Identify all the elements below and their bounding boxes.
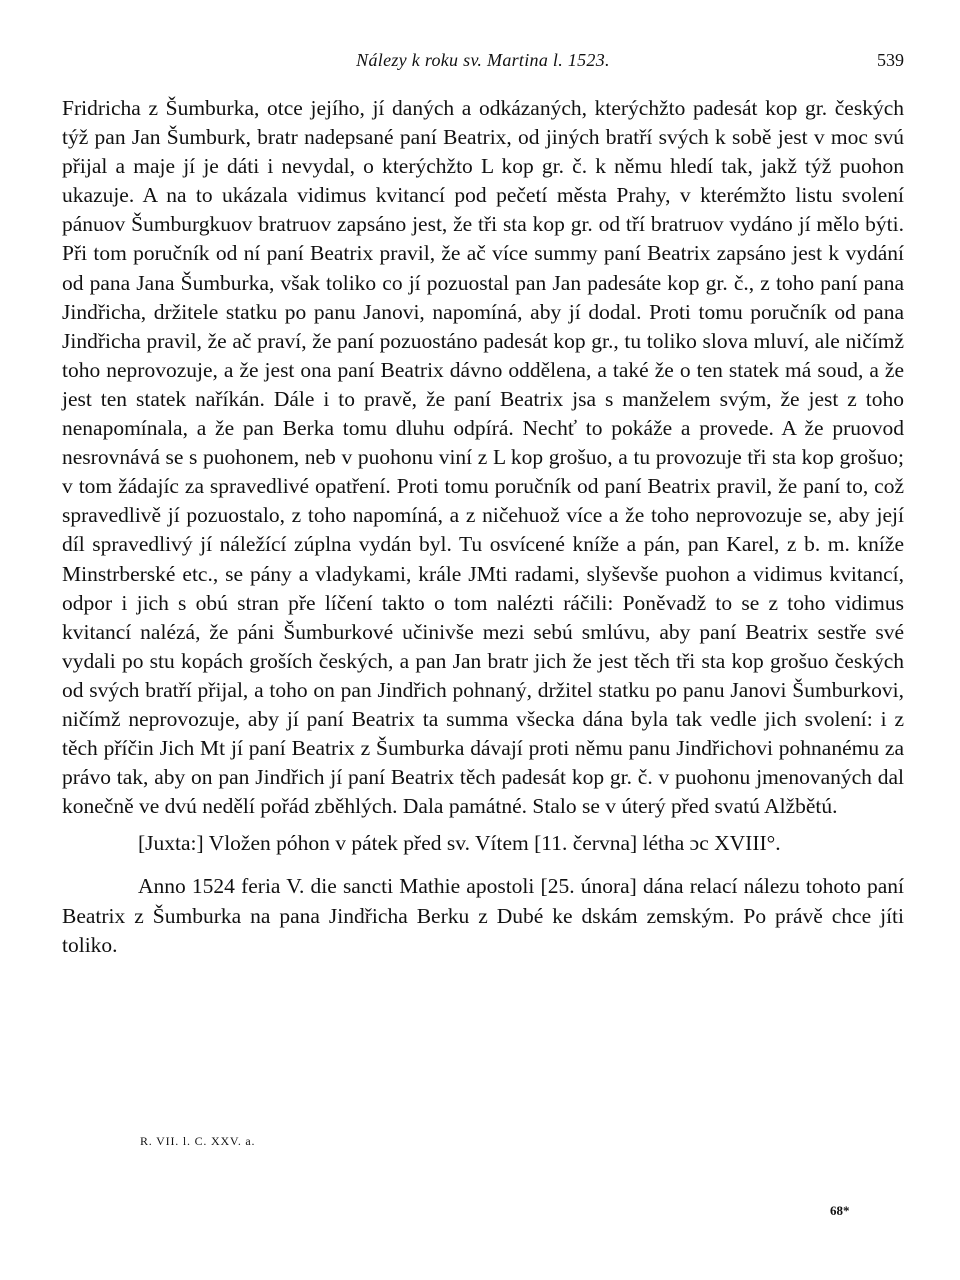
archival-citation: R. VII. l. C. XXV. a.	[140, 1134, 256, 1148]
running-head	[62, 50, 904, 78]
body-text	[62, 94, 904, 960]
sheet-signature-mark: 68*	[830, 1203, 850, 1218]
paragraph-judgment: Fridricha z Šumburka, otce jejího, jí daných a odkázaných, kterýchžto padesát kop gr. českých týž pan Jan Šumburk, bratr nadepsané paní Beatrix, od jiných bratří svých k sobě jest v moc svú přijal a maje jí je dáti i nevydal, o kterýchžto L kop gr. č. k němu hledí tak, jakž týž puohon ukazuje. A na to ukázala vidimus kvitancí pod pečetí města Prahy, v kterémžto listu svolení pánuov Šumburgkuov bratruov zapsáno jest, že tři sta kop gr. od tří bratruov vydáno jí mělo býti. Při tom poručník od ní paní Beatrix pravil, že ač více summy paní Beatrix zapsáno jest k vydání od pana Jana Šumburka, však toliko co jí pozuostal pan Jan padesáte kop gr. č., z toho paní pana Jindřicha, držitele statku po panu Janovi, napomíná, aby jí dodal. Proti tomu poručník od pana Jindřicha pravil, že ač praví, že paní pozuostáno padesát kop gr., tu toliko slova mluví, ale ničímž toho neprovozuje, a že jest ona paní Beatrix dávno oddělena, a také že o ten statek má soud, a že jest ten statek naříkán. Dále i to pravě, že paní Beatrix jsa s manželem svým, že jest z toho nenapomínala, a že pan Berka tomu dluhu odpírá. Nechť to pokáže a provede. A že pruovod nesrovnává se s puohonem, neb v puohonu viní z L kop grošuo, a tu provozuje tři sta kop grošuo; v tom žádajíc za spravedlivé opatření. Proti tomu poručník od paní Beatrix pravil, že paní to, což spravedlivě jí pozuostalo, z toho napomíná, a z ničehuož více a že toho neprovozuje se, aby její díl spravedlivý jí náležící zúplna vydán byl. Tu osvícené kníže a pán, pan Karel, z b. m. kníže Minstrberské etc., se pány a vladykami, krále JMti radami, slyševše puohon a vidimus kvitancí, odpor i jich s obú stran pře líčení takto o tom nalézti ráčili: Poněvadž to se z toho vidimus kvitancí nalézá, že páni Šumburkové učinivše mezi sebú smlúvu, aby paní Beatrix sestře své vydali po stu kopách groších českých, a pan Jan bratr jich že jest těch tři sta kop grošuo českých od svých bratří přijal, a toho on pan Jindřich pohnaný, držitel statku po panu Janovi Šumburkovi, ničímž neprovozuje, aby jí paní Beatrix ta summa všecka dána byla tak vedle jich svolení: i z těch příčin Jich Mt jí paní Beatrix z Šumburka dávají proti němu panu Jindřichovi pohnanému za právo tak, aby on pan Jindřich jí paní Beatrix těch padesát kop gr. č. v puohonu jmenovaných dal konečně ve dvú nedělí pořád zběhlých. Dala památné. Stalo se v úterý před svatú Alžbětú.	[62, 96, 904, 819]
paragraph-relation-note: Anno 1524 feria V. die sancti Mathie apostoli [25. února] dána relací nálezu tohoto paní Beatrix z Šumburka na pana Jindřicha Berku z Dubé ke dskám zemským. Po právě chce jíti toliko.	[62, 874, 904, 957]
page-number: 539	[877, 50, 904, 70]
running-title: Nálezy k roku sv. Martina l. 1523.	[356, 50, 610, 70]
paragraph-juxta-note: [Juxta:] Vložen póhon v pátek před sv. Vítem [11. června] létha ɔc XVIII°.	[138, 831, 781, 856]
